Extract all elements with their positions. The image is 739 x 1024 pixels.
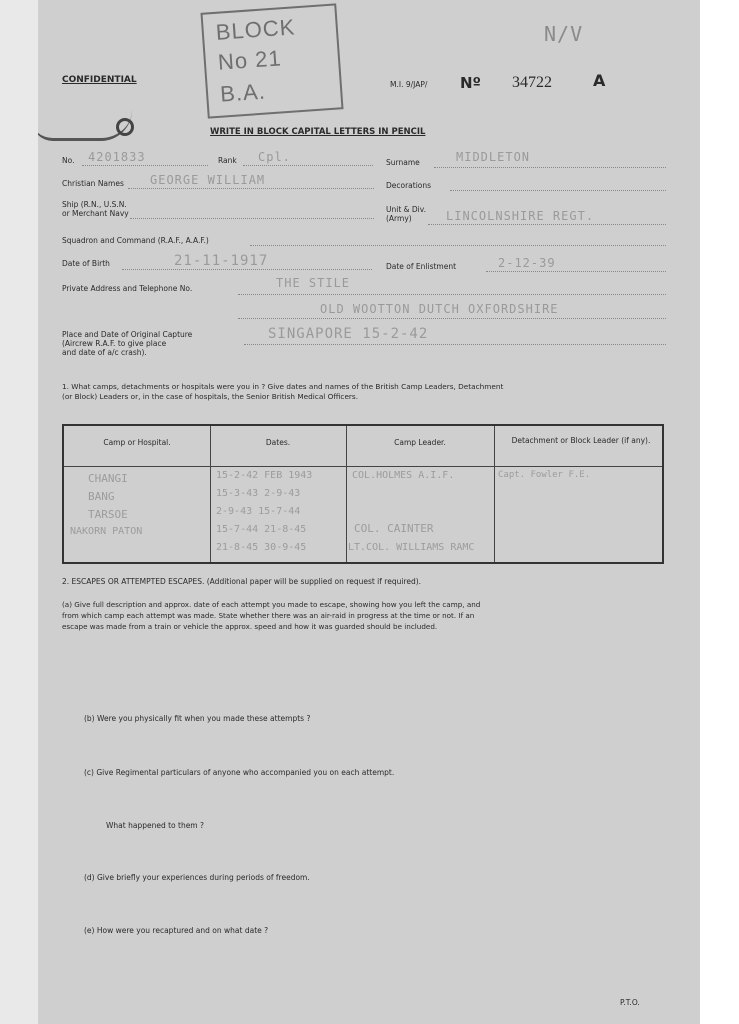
dob-label: Date of Birth <box>62 259 110 268</box>
section1-question: 1. What camps, detachments or hospitals were you in ? Give dates and names of the British Camp Leaders, Detachment <box>62 382 504 391</box>
address-line-1: THE STILE <box>276 276 351 290</box>
capture-label-line-3: and date of a/c crash). <box>62 348 147 357</box>
table-cell-leader: COL. CAINTER <box>354 522 434 535</box>
table-cell-leader: COL.HOLMES A.I.F. <box>352 470 455 481</box>
section2-title: 2. ESCAPES OR ATTEMPTED ESCAPES. (Additional paper will be supplied on request if required). <box>62 577 422 586</box>
surname-label: Surname <box>386 158 420 167</box>
section2-question-e: (e) How were you recaptured and on what date ? <box>84 926 269 935</box>
table-cell-dates: 21-8-45 30-9-45 <box>216 542 307 553</box>
unit-value: LINCOLNSHIRE REGT. <box>446 209 595 223</box>
block-stamp <box>200 3 343 118</box>
document-page <box>38 0 700 1024</box>
pto-label: P.T.O. <box>620 998 640 1007</box>
form-number-suffix: A <box>593 71 606 90</box>
form-number: 34722 <box>512 74 552 91</box>
confidential-label: CONFIDENTIAL <box>62 75 137 85</box>
section2-question-c-followup: What happened to them ? <box>106 821 204 830</box>
table-cell-dates: 15-7-44 21-8-45 <box>216 524 307 535</box>
unit-label-line-2: (Army) <box>386 214 412 223</box>
capture-label: Place and Date of Original Capture <box>62 330 193 339</box>
col-header-camp: Camp or Hospital. <box>103 438 171 447</box>
table-cell-dates: 15-2-42 FEB 1943 <box>216 470 313 481</box>
table-cell-leader: LT.COL. WILLIAMS RAMC <box>348 542 475 553</box>
rank-value: Cpl. <box>258 150 291 164</box>
ship-label: Ship (R.N., U.S.N. <box>62 200 127 209</box>
instruction-heading: WRITE IN BLOCK CAPITAL LETTERS IN PENCIL <box>210 127 426 137</box>
capture-value: SINGAPORE 15-2-42 <box>268 326 429 342</box>
no-label: No. <box>62 156 75 165</box>
address-line-2: OLD WOOTTON DUTCH OXFORDSHIRE <box>320 302 559 316</box>
binding-eyelet <box>116 118 134 136</box>
table-cell-detachment: Capt. Fowler F.E. <box>498 470 591 480</box>
col-header-detachment: Detachment or Block Leader (if any). <box>511 436 651 445</box>
stamp-line: BLOCK <box>214 14 297 45</box>
address-label: Private Address and Telephone No. <box>62 284 193 293</box>
col-header-dates: Dates. <box>265 438 291 447</box>
section2-question-b: (b) Were you physically fit when you made these attempts ? <box>84 714 311 723</box>
unit-label: Unit & Div. <box>386 205 426 214</box>
squadron-label: Squadron and Command (R.A.F., A.A.F.) <box>62 236 209 245</box>
section2-question-d: (d) Give briefly your experiences during periods of freedom. <box>84 873 310 882</box>
page-margin <box>0 0 38 1024</box>
form-code: M.I. 9/JAP/ <box>390 80 428 89</box>
rank-label: Rank <box>218 156 237 165</box>
table-cell-dates: 2-9-43 15-7-44 <box>216 506 301 517</box>
dob-value: 21-11-1917 <box>174 253 269 269</box>
section1-question-line-2: (or Block) Leaders or, in the case of hospitals, the Senior British Medical Officers. <box>62 392 359 401</box>
number-label: Nº <box>460 74 482 92</box>
section2-question-a-line-2: from which camp each attempt was made. State whether there was an air-raid in progress at the time or not. If an <box>62 611 475 620</box>
table-cell-camp: TARSOE <box>88 508 128 521</box>
camps-table <box>62 424 664 564</box>
table-cell-dates: 15-3-43 2-9-43 <box>216 488 301 499</box>
section2-question-a: (a) Give full description and approx. date of each attempt you made to escape, showing how you left the camp, and <box>62 600 481 609</box>
decorations-label: Decorations <box>386 181 432 190</box>
surname-value: MIDDLETON <box>456 150 531 164</box>
capture-label-line-2: (Aircrew R.A.F. to give place <box>62 339 167 348</box>
table-cell-camp: BANG <box>88 490 115 503</box>
enlistment-label: Date of Enlistment <box>386 262 457 271</box>
ship-label-line-2: or Merchant Navy <box>62 209 129 218</box>
enlistment-value: 2-12-39 <box>498 256 556 270</box>
stamp-line: B.A. <box>219 78 267 107</box>
christian-names-label: Christian Names <box>62 179 124 188</box>
col-header-leader: Camp Leader. <box>394 438 446 447</box>
christian-names-value: GEORGE WILLIAM <box>150 173 266 187</box>
no-value: 4201833 <box>88 150 146 164</box>
table-cell-camp: NAKORN PATON <box>70 526 143 537</box>
stamp-line: No 21 <box>217 45 283 75</box>
section2-question-c: (c) Give Regimental particulars of anyone who accompanied you on each attempt. <box>84 768 395 777</box>
table-cell-camp: CHANGI <box>88 472 128 485</box>
section2-question-a-line-3: escape was made from a train or vehicle the approx. speed and how it was guarded should be included. <box>62 622 438 631</box>
corner-mark: N/V <box>544 22 584 46</box>
